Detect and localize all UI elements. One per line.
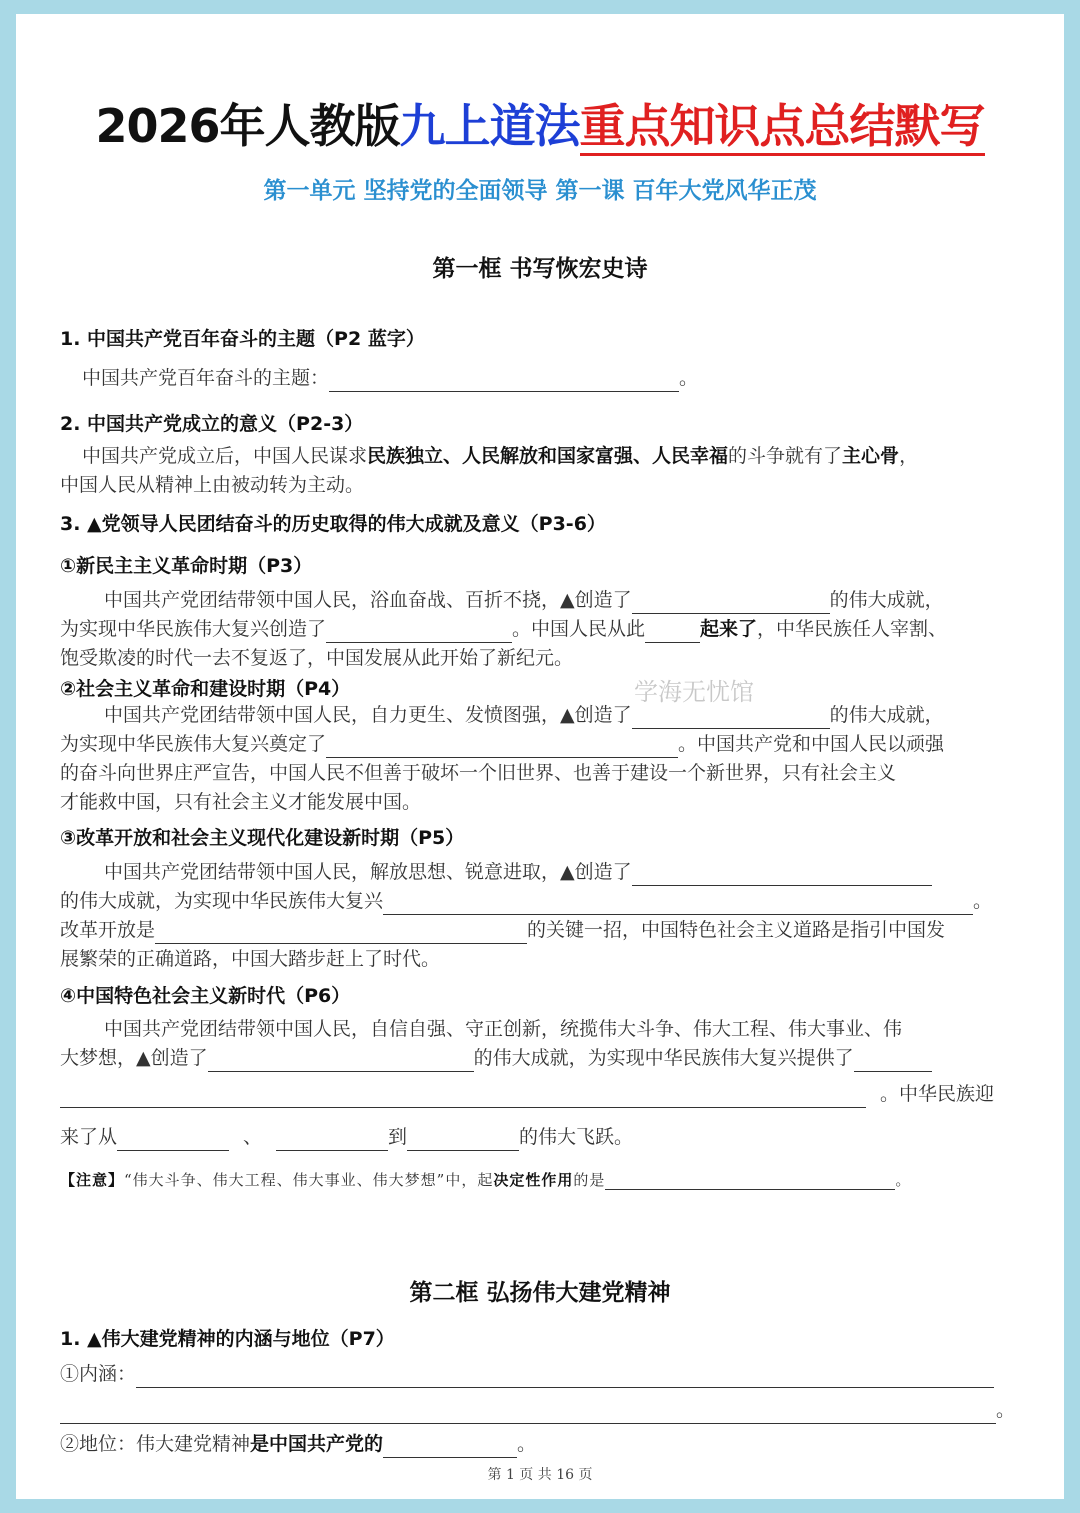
period-4-line-4: 来了从 、 到 的伟大飞跃。 xyxy=(60,1123,633,1151)
fill-blank[interactable] xyxy=(136,1367,994,1388)
fill-blank[interactable] xyxy=(155,923,527,944)
fill-blank[interactable] xyxy=(208,1051,474,1072)
period-1-title: ①新民主主义革命时期（P3） xyxy=(60,555,313,577)
page-footer: 第 1 页 共 16 页 xyxy=(487,1467,593,1483)
fill-blank[interactable] xyxy=(117,1130,229,1151)
period-3-title: ③改革开放和社会主义现代化建设新时期（P5） xyxy=(60,827,465,849)
period-3-line-3: 改革开放是 的关键一招，中国特色社会主义道路是指引中国发 xyxy=(60,916,945,944)
section-2-question-1-title: 1. ▲伟大建党精神的内涵与地位（P7） xyxy=(60,1328,395,1350)
section-heading-1: 第一框 书写恢宏史诗 xyxy=(432,256,648,282)
period-2-title: ②社会主义革命和建设时期（P4） xyxy=(60,678,351,700)
period-4-line-3: 。中华民族迎 xyxy=(60,1080,994,1108)
fill-blank[interactable] xyxy=(632,593,830,614)
section-2-line-1: ①内涵： xyxy=(60,1360,994,1388)
period-4-title: ④中国特色社会主义新时代（P6） xyxy=(60,985,351,1007)
unit-subtitle: 第一单元 坚持党的全面领导 第一课 百年大党风华正茂 xyxy=(263,178,817,204)
period-2-line-1: 中国共产党团结带领中国人民，自力更生、发愤图强，▲创造了 的伟大成就， xyxy=(104,701,944,729)
section-2-line-2: 。 xyxy=(60,1396,1015,1424)
fill-blank[interactable] xyxy=(645,622,700,643)
period-1-line-2: 为实现中华民族伟大复兴创造了 。中国人民从此 起来了，中华民族任人宰割、 xyxy=(60,615,947,643)
period-3-line-1: 中国共产党团结带领中国人民，解放思想、锐意进取，▲创造了 xyxy=(104,858,932,886)
period-3-line-4: 展繁荣的正确道路，中国大踏步赶上了时代。 xyxy=(60,948,441,970)
fill-blank[interactable] xyxy=(407,1130,519,1151)
period-2-line-4: 才能救中国，只有社会主义才能发展中国。 xyxy=(60,791,422,813)
period-1-line-1: 中国共产党团结带领中国人民，浴血奋战、百折不挠，▲创造了 的伟大成就， xyxy=(104,586,944,614)
fill-blank[interactable] xyxy=(632,865,932,886)
watermark: 学海无忧馆 xyxy=(634,678,754,706)
fill-blank[interactable] xyxy=(60,1403,996,1424)
question-1-title: 1. 中国共产党百年奋斗的主题（P2 蓝字） xyxy=(60,328,425,350)
period-4-line-1: 中国共产党团结带领中国人民，自信自强、守正创新，统揽伟大斗争、伟大工程、伟大事业、伟 xyxy=(104,1018,903,1040)
question-2-title: 2. 中国共产党成立的意义（P2-3） xyxy=(60,413,364,435)
document-page xyxy=(16,14,1064,1499)
period-3-line-2: 的伟大成就，为实现中华民族伟大复兴 。 xyxy=(60,887,992,915)
fill-blank[interactable] xyxy=(854,1051,932,1072)
fill-blank[interactable] xyxy=(326,622,512,643)
fill-blank[interactable] xyxy=(605,1173,895,1190)
fill-blank[interactable] xyxy=(60,1087,866,1108)
question-2-line-1: 中国共产党成立后，中国人民谋求民族独立、人民解放和国家富强、人民幸福的斗争就有了主心骨， xyxy=(82,445,919,467)
period-4-line-2: 大梦想，▲创造了 的伟大成就，为实现中华民族伟大复兴提供了 xyxy=(60,1044,932,1072)
fill-blank[interactable] xyxy=(276,1130,388,1151)
question-2-line-2: 中国人民从精神上由被动转为主动。 xyxy=(60,474,365,496)
section-heading-2: 第二框 弘扬伟大建党精神 xyxy=(409,1280,671,1306)
note-line: 【注意】“伟大斗争、伟大工程、伟大事业、伟大梦想”中，起决定性作用的是 。 xyxy=(60,1171,912,1189)
fill-blank[interactable] xyxy=(383,894,973,915)
page-title: 2026年人教版九上道法重点知识点总结默写 xyxy=(16,90,1064,156)
fill-blank[interactable] xyxy=(632,708,830,729)
section-2-line-3: ②地位：伟大建党精神是中国共产党的 。 xyxy=(60,1430,536,1458)
fill-blank[interactable] xyxy=(383,1437,517,1458)
question-3-title: 3. ▲党领导人民团结奋斗的历史取得的伟大成就及意义（P3-6） xyxy=(60,513,606,535)
period-2-line-2: 为实现中华民族伟大复兴奠定了 。中国共产党和中国人民以顽强 xyxy=(60,730,944,758)
fill-blank[interactable] xyxy=(326,737,678,758)
period-2-line-3: 的奋斗向世界庄严宣告，中国人民不但善于破坏一个旧世界、也善于建设一个新世界，只有社会主义 xyxy=(60,762,897,784)
period-1-line-3: 饱受欺凌的时代一去不复返了，中国发展从此开始了新纪元。 xyxy=(60,647,574,669)
fill-blank[interactable] xyxy=(329,371,679,392)
question-1-line: 中国共产党百年奋斗的主题： 。 xyxy=(82,364,698,392)
